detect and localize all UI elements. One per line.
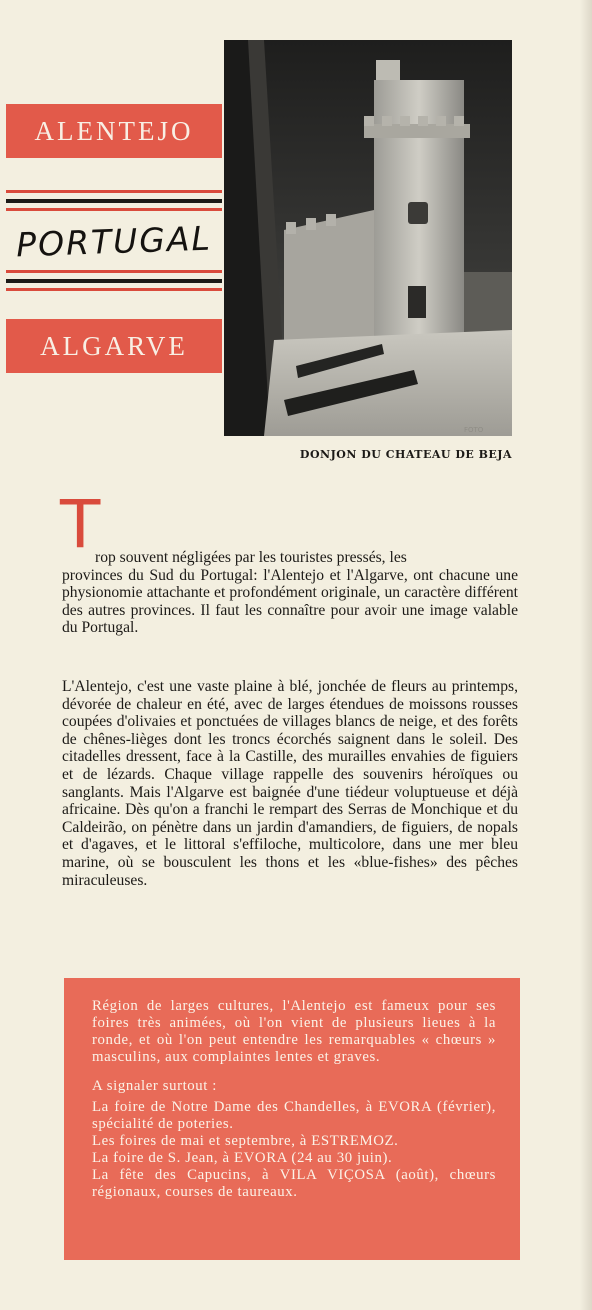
divider-red — [6, 190, 222, 193]
fairs-heading: A signaler surtout : — [92, 1078, 218, 1094]
divider-red — [6, 288, 222, 291]
banner-algarve: ALGARVE — [6, 319, 222, 373]
divider-black — [6, 199, 222, 203]
photo-credit: FOTO — [464, 426, 484, 434]
fairs-intro: Région de larges cultures, l'Alentejo est fameux pour ses foires très animées, où l'on vient de plusieurs lieues à la ronde, et où l'on peut entendre les remarquables « chœurs » masculins, aux complaintes lentes et graves. — [92, 998, 496, 1065]
fair-item: Les foires de mai et septembre, à ESTREMOZ. — [92, 1133, 399, 1149]
intro-rest: provinces du Sud du Portugal: l'Alentejo et l'Algarve, ont chacune une physionomie attachante et profondément originale, un caractère différent des autres provinces. Il faut les connaître pour avoir une image valable du Portugal. — [62, 566, 518, 637]
photo-caption: DONJON DU CHATEAU DE BEJA — [299, 448, 512, 461]
fair-item: La foire de S. Jean, à EVORA (24 au 30 juin). — [92, 1150, 393, 1166]
body-paragraph: L'Alentejo, c'est une vaste plaine à blé, jonchée de fleurs au printemps, dévorée de chaleur en été, avec de larges étendues de moissons rousses coupées d'olivaies et ponctuées de villages blancs de neige, et des forêts de chênes-lièges dont les troncs écorchés saignent dans le soleil. Des citadelles dressent, face à la Castille, des murailles envahies de figuiers et de lézards. Chaque village rappelle des souvenirs héroïques ou sanglants. Mais l'Algarve est baignée d'une tiédeur voluptueuse et déjà africaine. Dès qu'on a franchi le rempart des Serras de Monchique et du Caldeirão, on pénètre dans un jardin d'amandiers, de figuiers, de nopals et d'agaves, et le littoral s'effiloche, multicolore, dans une mer bleu marine, où se bousculent les thons et les «blue-fishes» des pêches miraculeuses. — [62, 678, 518, 889]
divider-red — [6, 270, 222, 273]
castle-photo — [224, 40, 512, 436]
page-edge-shadow — [580, 0, 592, 1310]
intro-paragraph — [62, 549, 518, 637]
divider-red — [6, 208, 222, 211]
fair-item: La foire de Notre Dame des Chandelles, à EVORA (février), spécialité de poteries. — [92, 1099, 496, 1132]
banner-alentejo: ALENTEJO — [6, 104, 222, 158]
fair-item: La fête des Capucins, à VILA VIÇOSA (août), chœurs régionaux, courses de taureaux. — [92, 1167, 496, 1200]
portugal-title: PORTUGAL — [15, 218, 213, 265]
fairs-box — [64, 978, 520, 1260]
intro-first-line: rop souvent négligées par les touristes pressés, les — [95, 549, 407, 566]
drop-cap-letter: T — [60, 486, 101, 563]
divider-black — [6, 279, 222, 283]
